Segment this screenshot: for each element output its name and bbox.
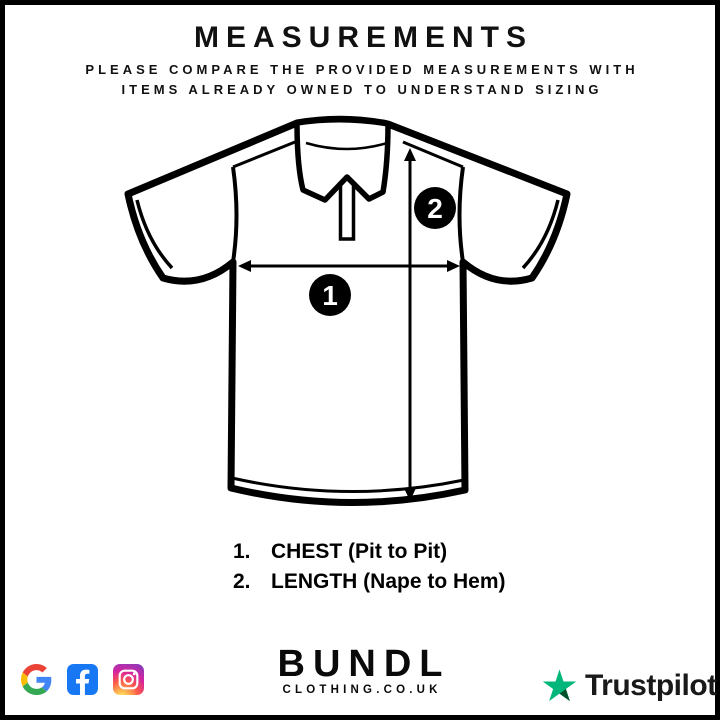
- chest-badge-number: 1: [322, 280, 338, 311]
- legend-number-2: 2.: [233, 570, 251, 593]
- legend-number-1: 1.: [233, 540, 251, 563]
- polo-shirt-diagram: [5, 110, 715, 530]
- google-icon[interactable]: [21, 664, 52, 695]
- brand-logo: [270, 645, 451, 697]
- legend-item-length: [233, 567, 506, 597]
- brand-name: BUNDL: [277, 643, 451, 685]
- page-title: MEASUREMENTS: [193, 21, 533, 54]
- sizing-note-line1: PLEASE COMPARE THE PROVIDED MEASUREMENTS WITH: [85, 62, 639, 77]
- measurement-legend: [233, 537, 506, 597]
- facebook-icon[interactable]: [67, 664, 98, 695]
- chest-badge: [309, 274, 351, 316]
- length-badge: [414, 187, 456, 229]
- legend-label-chest: CHEST (Pit to Pit): [271, 540, 448, 563]
- measurement-guide-card: [5, 5, 715, 715]
- trustpilot-logo[interactable]: [541, 665, 717, 707]
- trustpilot-star-icon: [541, 669, 578, 703]
- legend-label-length: LENGTH (Nape to Hem): [271, 570, 506, 593]
- legend-item-chest: [233, 537, 506, 567]
- header: [5, 5, 715, 100]
- instagram-icon[interactable]: [113, 664, 144, 695]
- social-icons: [21, 664, 144, 695]
- trustpilot-label: Trustpilot: [585, 669, 717, 702]
- length-badge-number: 2: [427, 193, 443, 224]
- sizing-note: [5, 60, 715, 100]
- sizing-note-line2: ITEMS ALREADY OWNED TO UNDERSTAND SIZING: [121, 82, 603, 97]
- brand-domain: CLOTHING.CO.UK: [282, 684, 442, 696]
